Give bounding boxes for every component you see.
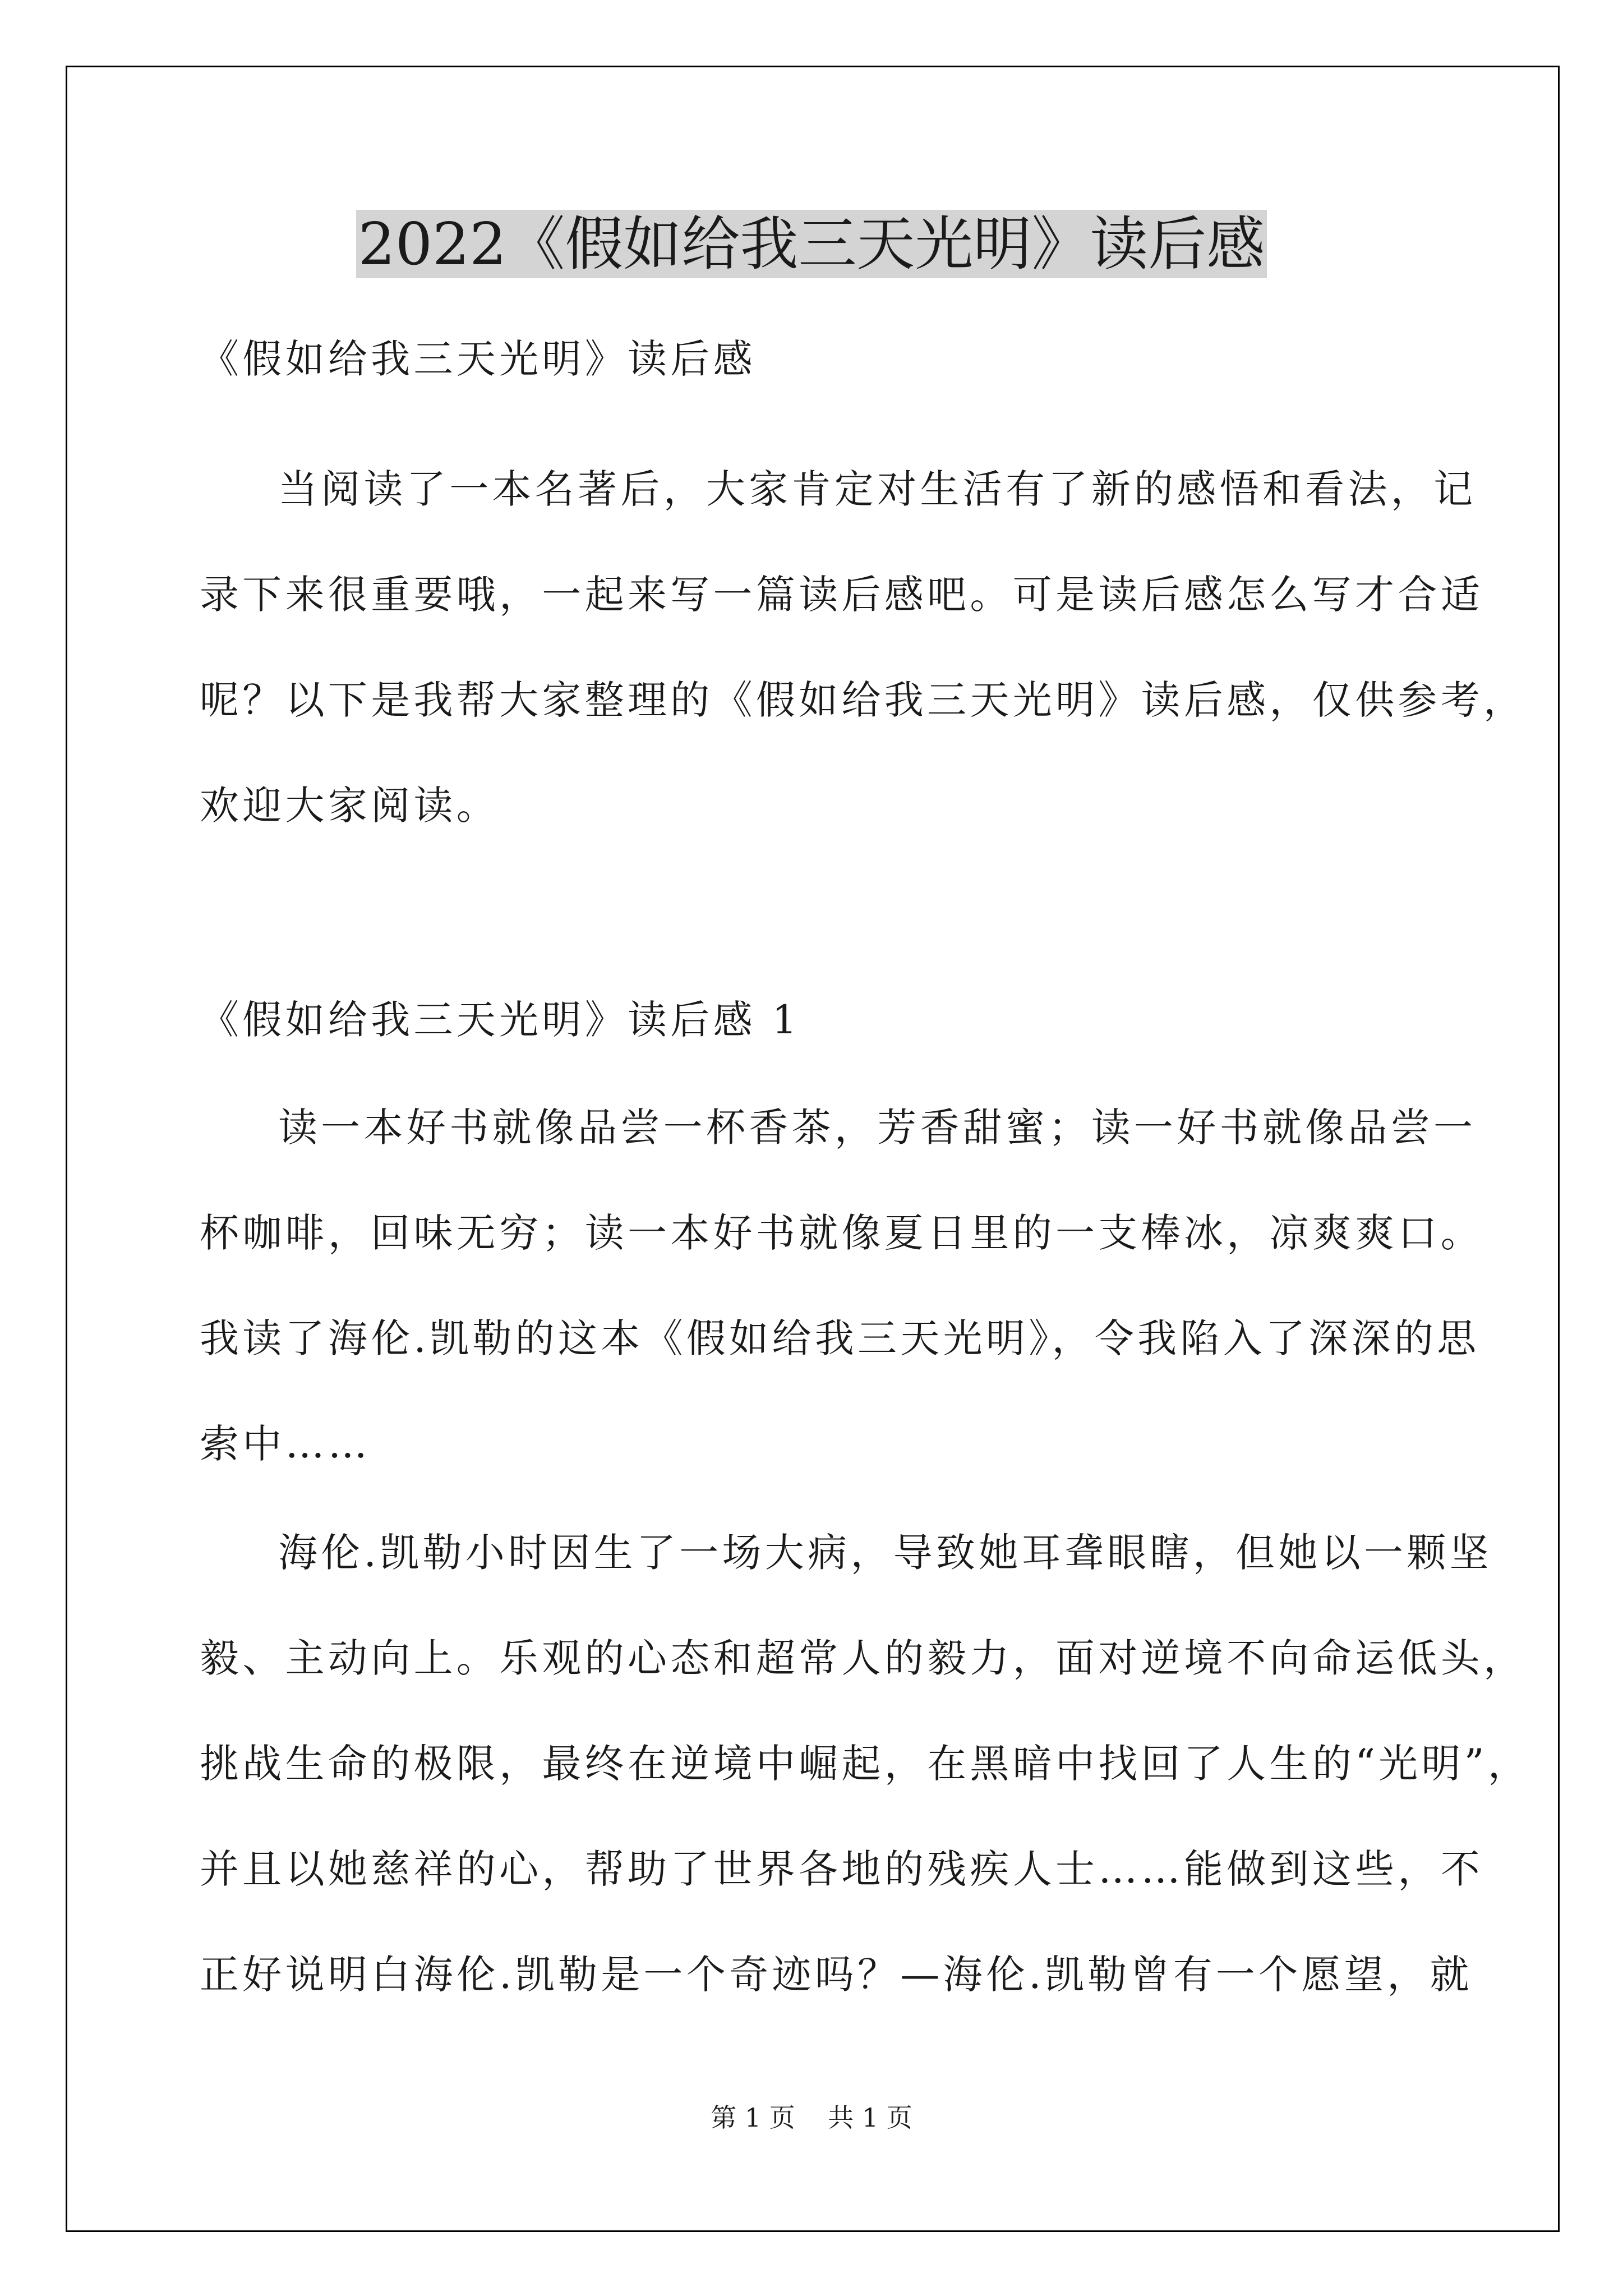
paragraph1-line: 我读了海伦.凯勒的这本《假如给我三天光明》，令我陷入了深深的思 (200, 1315, 1480, 1361)
document-title-text: 2022《假如给我三天光明》读后感 (356, 210, 1267, 278)
section-heading: 《假如给我三天光明》读后感 1 (200, 997, 801, 1043)
paragraph2-line: 毅、主动向上。乐观的心态和超常人的毅力，面对逆境不向命运低头， (200, 1635, 1527, 1681)
paragraph2-line: 海伦.凯勒小时因生了一场大病，导致她耳聋眼瞎，但她以一颗坚 (278, 1530, 1492, 1576)
paragraph2-line: 正好说明白海伦.凯勒是一个奇迹吗？—海伦.凯勒曾有一个愿望，就 (200, 1952, 1473, 1998)
paragraph1-line: 杯咖啡，回味无穷；读一本好书就像夏日里的一支棒冰，凉爽爽口。 (200, 1210, 1483, 1256)
paragraph2-line: 挑战生命的极限，最终在逆境中崛起，在黑暗中找回了人生的“光明”， (200, 1741, 1531, 1787)
paragraph1-line: 索中…… (200, 1421, 371, 1467)
intro-line: 呢？以下是我帮大家整理的《假如给我三天光明》读后感，仅供参考， (200, 677, 1527, 723)
paragraph2-line: 并且以她慈祥的心，帮助了世界各地的残疾人士……能做到这些，不 (200, 1846, 1483, 1892)
intro-line: 当阅读了一本名著后，大家肯定对生活有了新的感悟和看法，记 (278, 466, 1477, 512)
intro-line: 录下来很重要哦，一起来写一篇读后感吧。可是读后感怎么写才合适 (200, 572, 1483, 618)
page-number-footer: 第 1 页 共 1 页 (711, 2102, 912, 2133)
document-title (0, 202, 1623, 286)
subtitle: 《假如给我三天光明》读后感 (200, 336, 756, 382)
intro-line: 欢迎大家阅读。 (200, 783, 500, 829)
paragraph1-line: 读一本好书就像品尝一杯香茶，芳香甜蜜；读一好书就像品尝一 (278, 1105, 1477, 1151)
